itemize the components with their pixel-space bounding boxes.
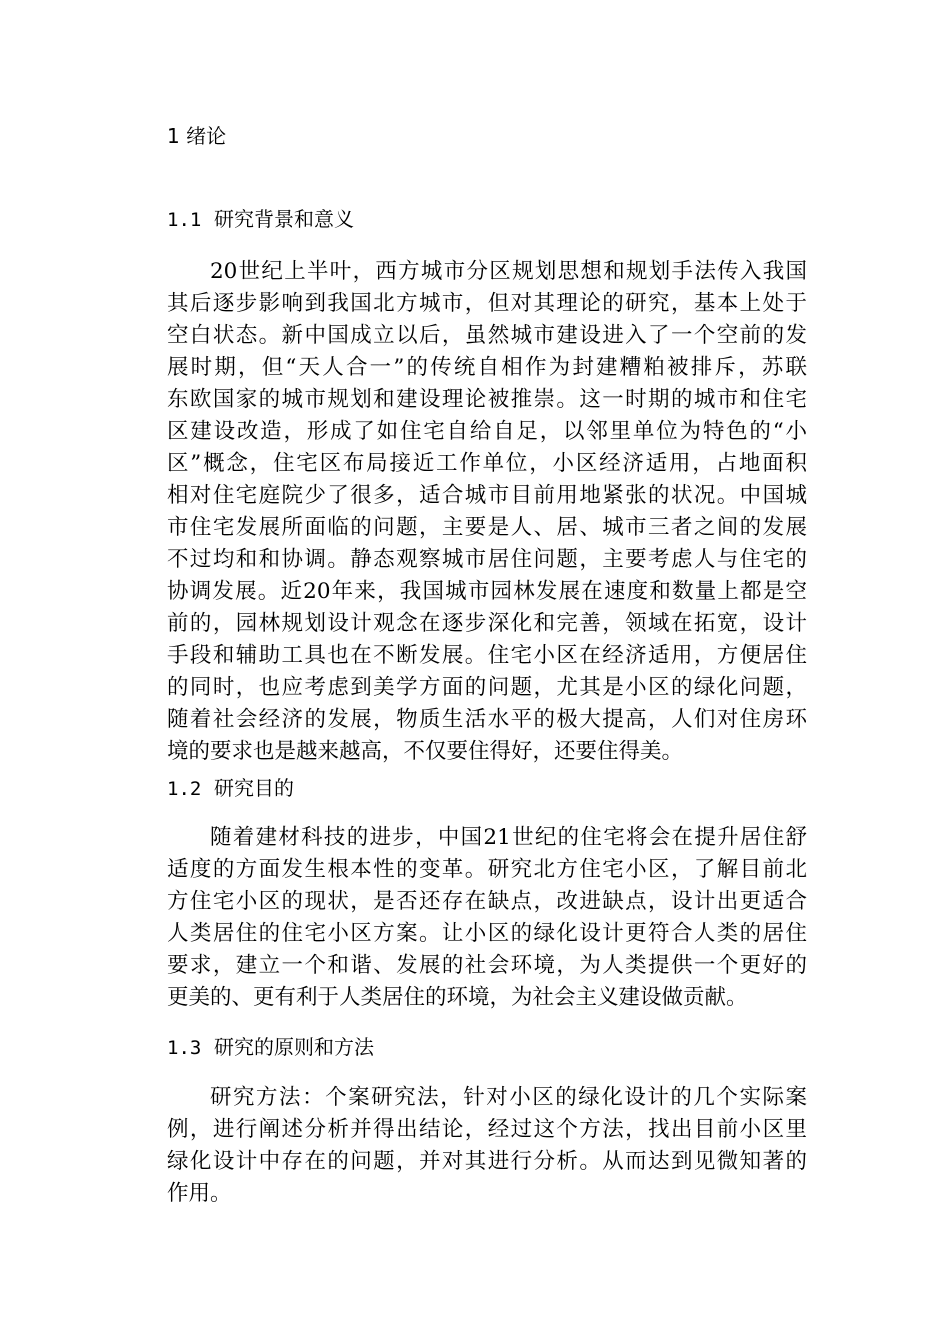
paragraph-line: 随着社会经济的发展，物质生活水平的极大提高，人们对住房环	[167, 707, 807, 732]
section-number: 1.1	[167, 209, 202, 231]
paragraph-line: 东欧国家的城市规划和建设理论被推崇。这一时期的城市和住宅	[167, 387, 807, 412]
paragraph-line: 例，进行阐述分析并得出结论，经过这个方法，找出目前小区里	[167, 1117, 807, 1142]
section-title: 研究目的	[214, 776, 295, 800]
paragraph-line: 研究方法：个案研究法，针对小区的绿化设计的几个实际案	[210, 1085, 807, 1110]
section-body-1-3	[167, 1082, 807, 1210]
paragraph-line: 绿化设计中存在的问题，并对其进行分析。从而达到见微知著的	[167, 1149, 807, 1174]
paragraph-line: 更美的、更有利于人类居住的环境，为社会主义建设做贡献。	[167, 985, 748, 1010]
paragraph-line: 的同时，也应考虑到美学方面的问题，尤其是小区的绿化问题，	[167, 675, 807, 700]
paragraph-line: 人类居住的住宅小区方案。让小区的绿化设计更符合人类的居住	[167, 921, 807, 946]
paragraph-line: 随着建材科技的进步，中国21世纪的住宅将会在提升居住舒	[210, 825, 807, 850]
section-number: 1.3	[167, 1037, 202, 1059]
section-number: 1.2	[167, 778, 202, 800]
paragraph-line: 前的，园林规划设计观念在逐步深化和完善，领域在拓宽，设计	[167, 611, 807, 636]
section-body-1-2	[167, 822, 807, 1014]
paragraph-line: 20世纪上半叶，西方城市分区规划思想和规划手法传入我国	[210, 259, 807, 284]
chapter-title: 1 绪论	[167, 124, 227, 148]
paragraph-line: 协调发展。近20年来，我国城市园林发展在速度和数量上都是空	[167, 579, 807, 604]
paragraph-line: 要求，建立一个和谐、发展的社会环境，为人类提供一个更好的	[167, 953, 807, 978]
section-body-1-1	[167, 256, 807, 768]
paragraph-line: 适度的方面发生根本性的变革。研究北方住宅小区，了解目前北	[167, 857, 807, 882]
section-heading-1-2	[167, 776, 294, 801]
section-heading-1-3	[167, 1035, 374, 1060]
paragraph-line: 区建设改造，形成了如住宅自给自足，以邻里单位为特色的“小	[167, 419, 807, 444]
paragraph-line: 展时期，但“天人合一”的传统自相作为封建糟粕被排斥，苏联	[167, 355, 807, 380]
paragraph-line: 空白状态。新中国成立以后，虽然城市建设进入了一个空前的发	[167, 323, 807, 348]
section-heading-1-1	[167, 207, 354, 232]
paragraph-line: 境的要求也是越来越高，不仅要住得好，还要住得美。	[167, 739, 684, 764]
paragraph-line: 不过均和和协调。静态观察城市居住问题，主要考虑人与住宅的	[167, 547, 807, 572]
section-title: 研究背景和意义	[214, 207, 355, 231]
paragraph-line: 区”概念，住宅区布局接近工作单位，小区经济适用，占地面积	[167, 451, 807, 476]
section-title: 研究的原则和方法	[214, 1035, 375, 1059]
paragraph-line: 作用。	[167, 1181, 232, 1206]
paragraph-line: 相对住宅庭院少了很多，适合城市目前用地紧张的状况。中国城	[167, 483, 807, 508]
paragraph-line: 手段和辅助工具也在不断发展。住宅小区在经济适用，方便居住	[167, 643, 807, 668]
paragraph-line: 方住宅小区的现状，是否还存在缺点，改进缺点，设计出更适合	[167, 889, 807, 914]
paragraph-line: 市住宅发展所面临的问题，主要是人、居、城市三者之间的发展	[167, 515, 807, 540]
paragraph-line: 其后逐步影响到我国北方城市，但对其理论的研究，基本上处于	[167, 291, 807, 316]
